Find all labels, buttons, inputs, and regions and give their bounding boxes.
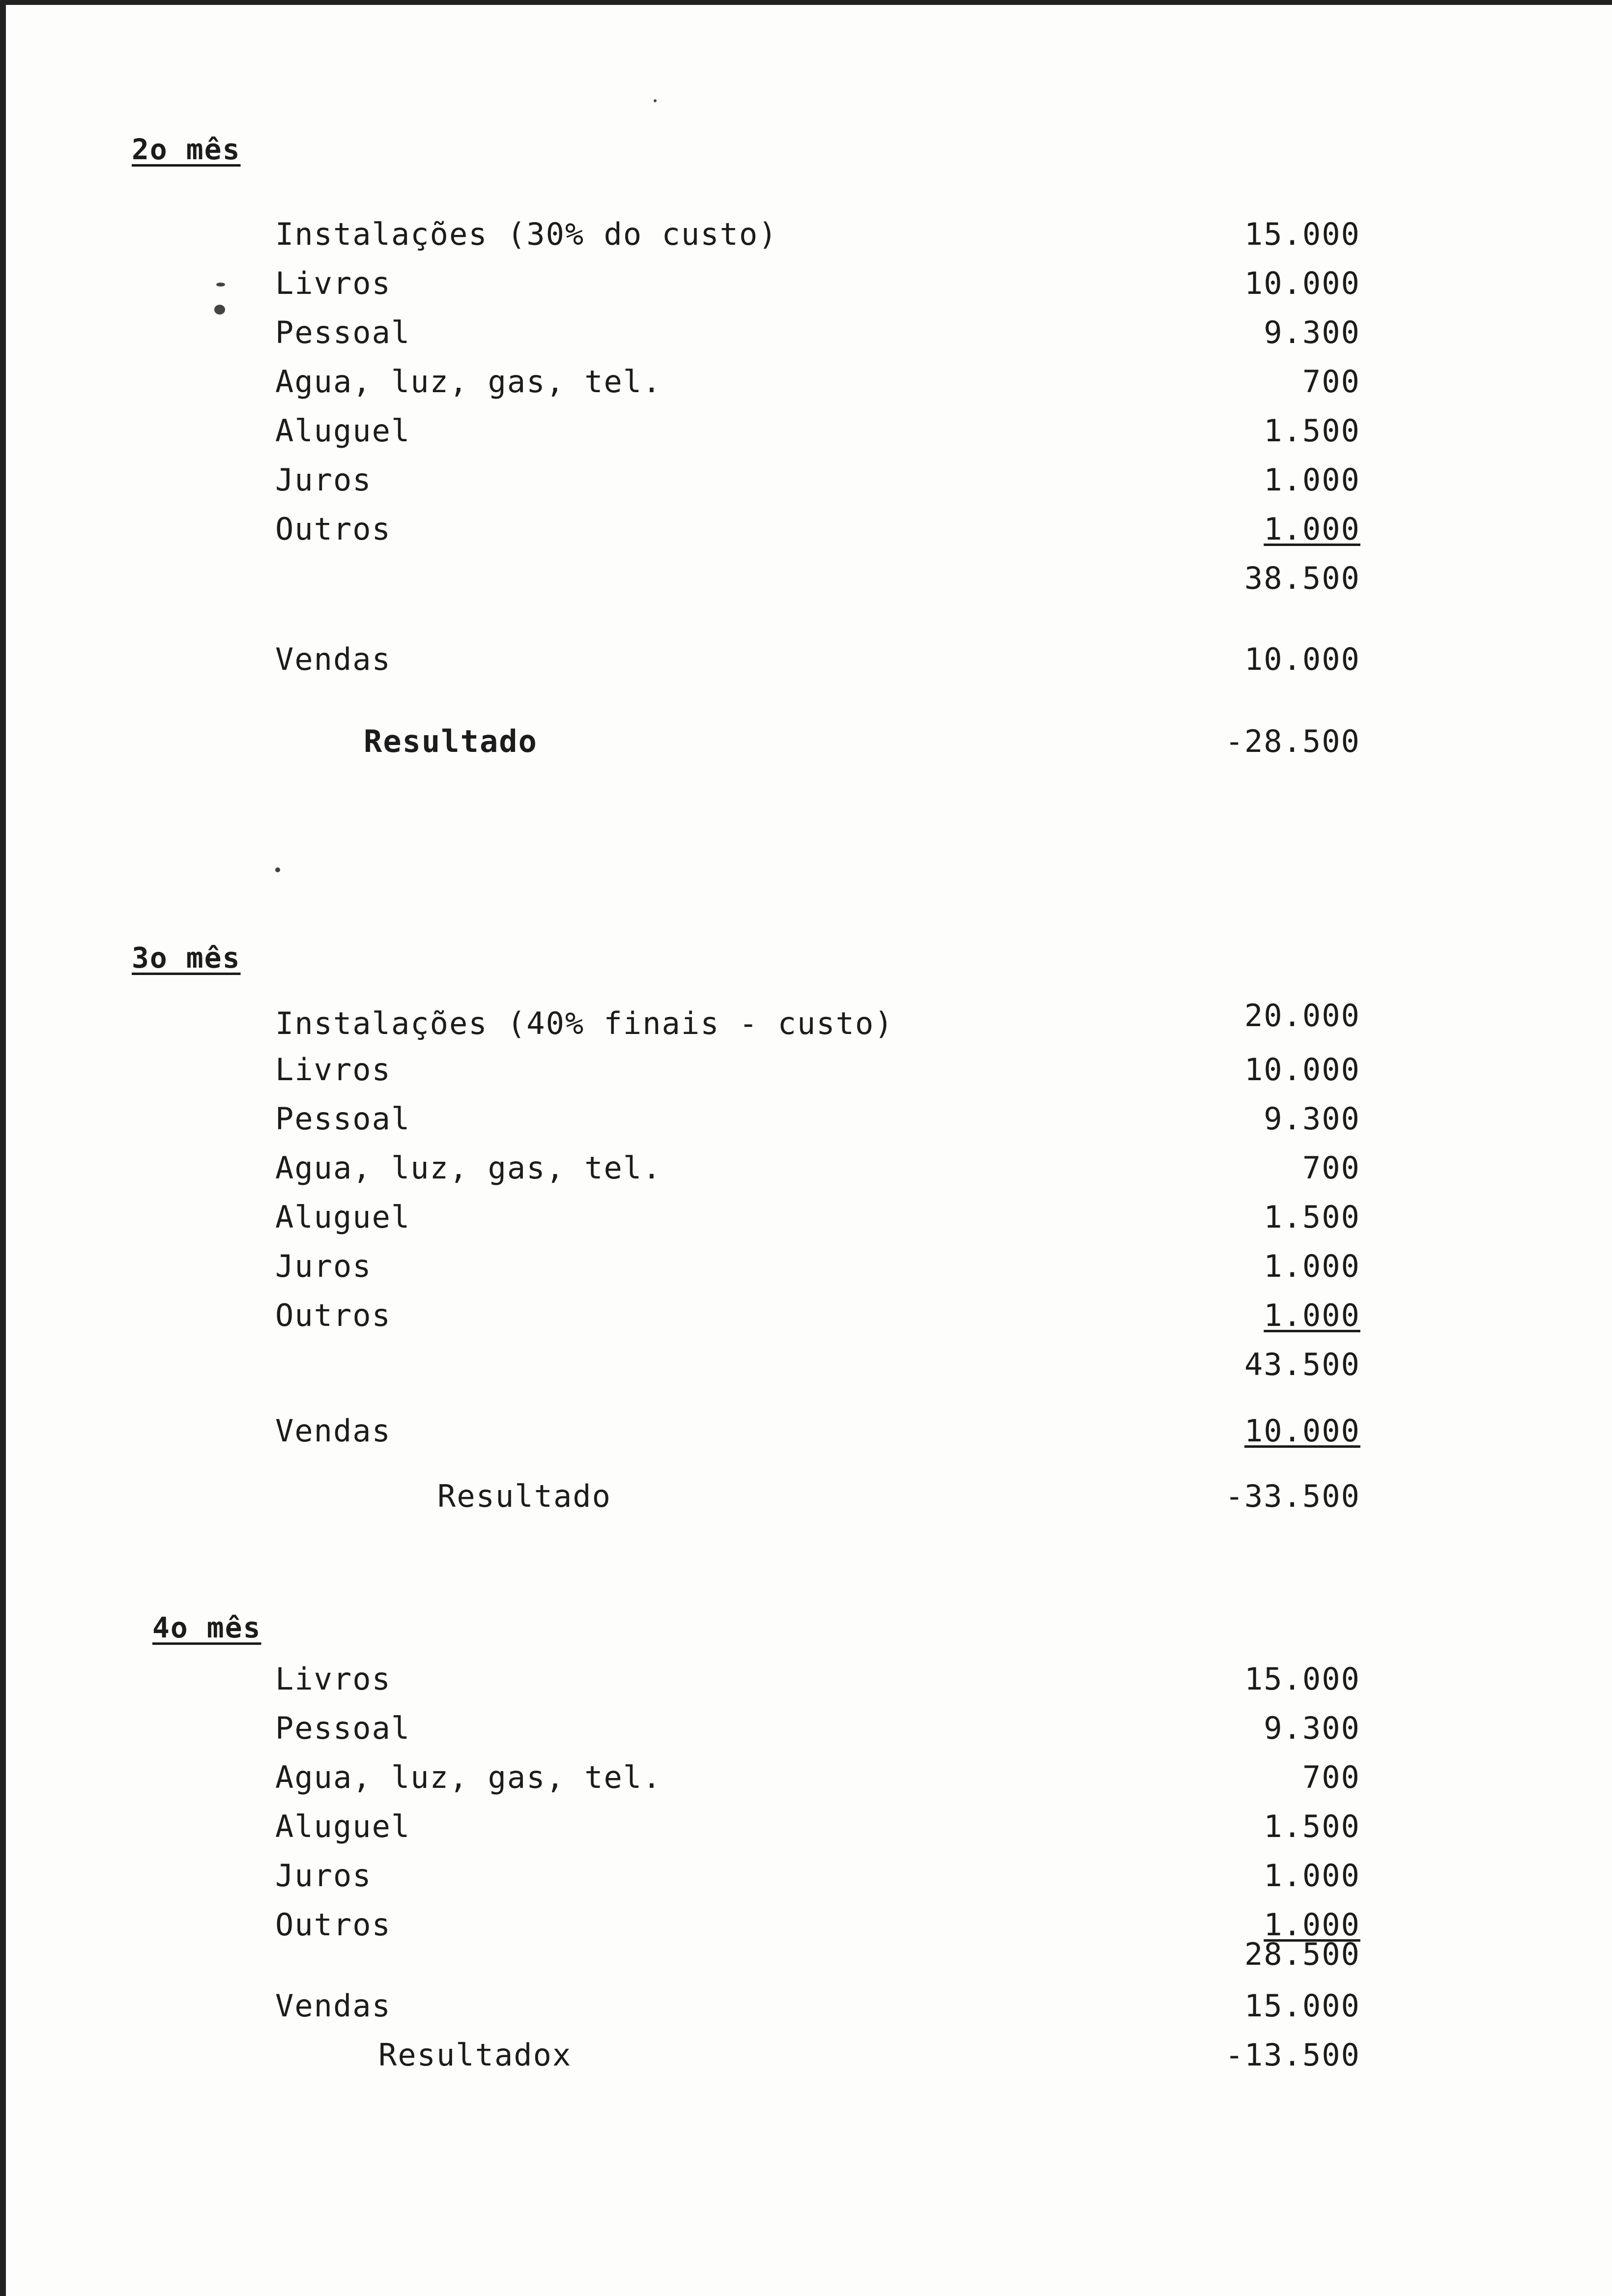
vendas-row (0, 1413, 1612, 1452)
expense-value: 10.000 (1244, 265, 1360, 301)
expense-label: Aluguel (275, 1199, 411, 1235)
expense-label: Livros (275, 1052, 391, 1088)
expense-label: Livros (275, 265, 391, 301)
expense-value: 1.000 (1264, 1297, 1360, 1333)
resultado-row (0, 1478, 1612, 1518)
expense-label: Juros (275, 462, 372, 498)
section-heading: 3o mês (132, 941, 241, 975)
ink-speck (275, 867, 280, 872)
resultado-label: Resultado (364, 723, 538, 759)
expense-value: 1.500 (1264, 1808, 1360, 1844)
expense-value: 700 (1302, 1150, 1360, 1186)
vendas-value: 15.000 (1244, 1988, 1360, 2024)
expense-row (0, 1759, 1612, 1799)
vendas-label: Vendas (275, 1988, 391, 2024)
resultado-label: Resultadox (378, 2037, 572, 2073)
expense-value: 15.000 (1244, 216, 1360, 252)
expense-value: 9.300 (1264, 315, 1360, 350)
vendas-label: Vendas (275, 641, 391, 677)
section-heading: 2o mês (132, 133, 241, 166)
ink-mark (216, 283, 225, 287)
ink-mark (214, 305, 225, 315)
vendas-row (0, 641, 1612, 681)
vendas-value: 10.000 (1244, 1413, 1360, 1449)
expense-row (0, 1661, 1612, 1700)
resultado-value: -33.500 (1225, 1478, 1360, 1514)
total-value: 28.500 (1244, 1936, 1360, 1972)
total-value: 43.500 (1244, 1347, 1360, 1382)
expense-value: 20.000 (1244, 998, 1360, 1033)
expense-value: 1.000 (1264, 462, 1360, 498)
expense-label: Outros (275, 1907, 391, 1943)
expense-row (0, 462, 1612, 501)
expense-row (0, 1710, 1612, 1750)
vendas-row (0, 1988, 1612, 2027)
expense-label: Juros (275, 1248, 372, 1284)
expense-label: Instalações (30% do custo) (275, 216, 778, 252)
expense-row (0, 315, 1612, 354)
expense-value: 1.000 (1264, 1248, 1360, 1284)
vendas-value: 10.000 (1244, 641, 1360, 677)
expense-label: Aluguel (275, 1808, 411, 1844)
expense-row (0, 998, 1612, 1042)
expense-label: Juros (275, 1858, 372, 1894)
expense-label: Agua, luz, gas, tel. (275, 1150, 662, 1186)
vendas-label: Vendas (275, 1413, 391, 1449)
expense-value: 1.000 (1264, 1858, 1360, 1894)
expense-label: Aluguel (275, 413, 411, 449)
expense-value: 10.000 (1244, 1052, 1360, 1088)
total-row (0, 1347, 1612, 1386)
expense-row (0, 1101, 1612, 1140)
expense-row (0, 511, 1612, 550)
expense-row (0, 216, 1612, 256)
expense-label: Outros (275, 511, 391, 547)
expense-row (0, 1248, 1612, 1288)
section-heading: 4o mês (152, 1611, 261, 1644)
expense-row (0, 1199, 1612, 1238)
expense-value: 1.000 (1264, 511, 1360, 547)
expense-label: Pessoal (275, 315, 411, 350)
expense-value: 1.500 (1264, 1199, 1360, 1235)
resultado-value: -28.500 (1225, 723, 1360, 759)
expense-row (0, 1297, 1612, 1337)
expense-value: 15.000 (1244, 1661, 1360, 1697)
expense-label: Instalações (40% finais - custo) (275, 1005, 894, 1041)
ink-speck (654, 99, 657, 102)
total-row (0, 1936, 1612, 1976)
expense-value: 1.000 (1264, 1907, 1360, 1943)
expense-label: Livros (275, 1661, 391, 1697)
resultado-value: -13.500 (1225, 2037, 1360, 2073)
resultado-label: Resultado (437, 1478, 611, 1514)
expense-label: Agua, luz, gas, tel. (275, 1759, 662, 1795)
expense-value: 1.500 (1264, 413, 1360, 449)
expense-label: Agua, luz, gas, tel. (275, 364, 662, 400)
expense-value: 700 (1302, 1759, 1360, 1795)
total-value: 38.500 (1244, 560, 1360, 596)
page-top-border (0, 0, 1612, 5)
total-row (0, 560, 1612, 600)
expense-value: 9.300 (1264, 1101, 1360, 1137)
expense-label: Pessoal (275, 1710, 411, 1746)
expense-row (0, 1858, 1612, 1897)
expense-row (0, 1052, 1612, 1091)
expense-value: 9.300 (1264, 1710, 1360, 1746)
resultado-row (0, 723, 1612, 763)
expense-label: Pessoal (275, 1101, 411, 1137)
expense-row (0, 1150, 1612, 1189)
expense-row (0, 413, 1612, 452)
expense-row (0, 364, 1612, 403)
expense-row (0, 265, 1612, 305)
expense-row (0, 1808, 1612, 1848)
expense-value: 700 (1302, 364, 1360, 400)
expense-label: Outros (275, 1297, 391, 1333)
resultado-row (0, 2037, 1612, 2076)
